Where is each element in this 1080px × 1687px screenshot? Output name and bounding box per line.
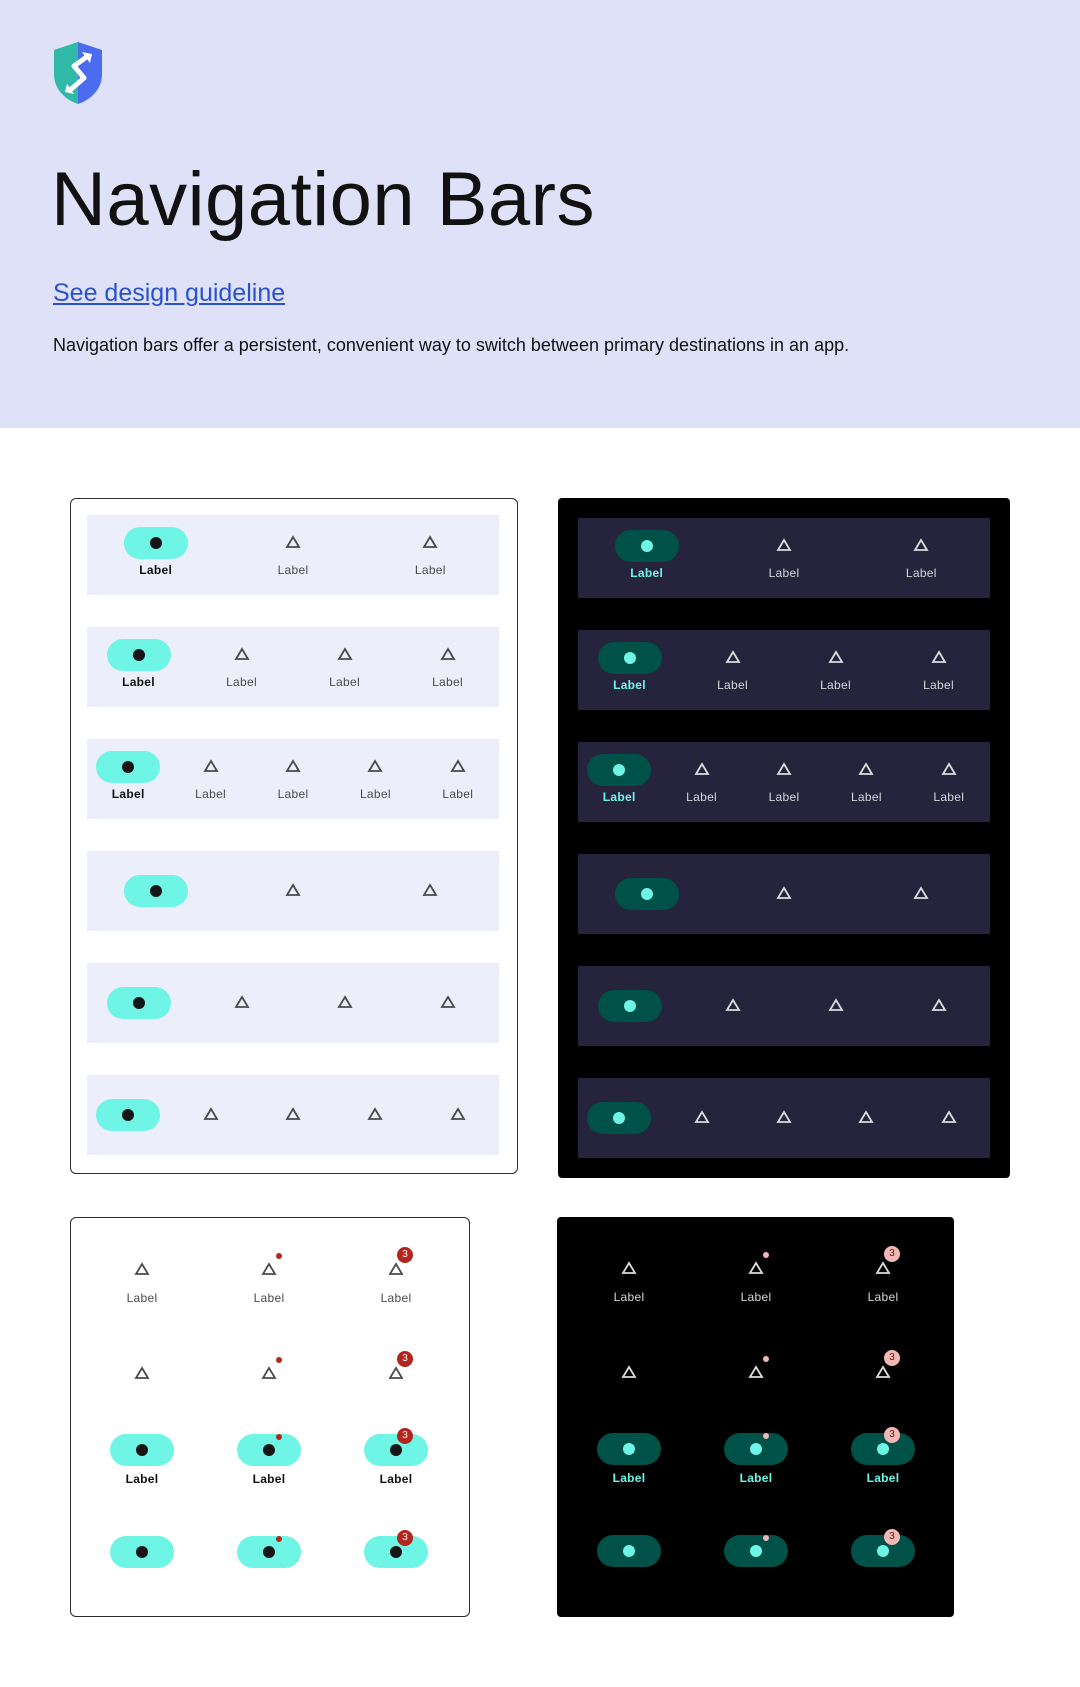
nav-item-label: Label [905, 566, 937, 580]
small-badge [276, 1253, 282, 1259]
dark-badges-panel [557, 1217, 954, 1617]
triangle-outline-icon [749, 1366, 763, 1378]
nav-item-label: Label [277, 563, 309, 577]
triangle-outline-icon [368, 760, 382, 772]
navigation-bar [87, 963, 499, 1043]
nav-item-label: Label [923, 678, 954, 692]
filled-dot-icon [263, 1546, 275, 1558]
small-badge [276, 1536, 282, 1542]
nav-item-label: Label [613, 1290, 645, 1304]
nav-item-label: Label [933, 790, 965, 804]
triangle-outline-icon [622, 1262, 636, 1274]
count-badge: 3 [884, 1246, 900, 1262]
triangle-outline-icon [622, 1366, 636, 1378]
count-badge: 3 [397, 1530, 413, 1546]
filled-dot-icon [390, 1444, 402, 1456]
triangle-outline-icon [859, 1111, 873, 1123]
triangle-outline-icon [695, 1111, 709, 1123]
filled-dot-icon [750, 1443, 762, 1455]
triangle-outline-icon [286, 760, 300, 772]
triangle-outline-icon [932, 999, 946, 1011]
triangle-outline-icon [389, 1367, 403, 1379]
nav-item-label: Label [612, 1471, 646, 1485]
nav-item-label: Label [125, 1472, 159, 1486]
nav-item-label: Label [329, 675, 360, 689]
triangle-outline-icon [389, 1263, 403, 1275]
small-badge [763, 1535, 769, 1541]
triangle-outline-icon [235, 996, 249, 1008]
filled-dot-icon [150, 885, 162, 897]
nav-item-label: Label [414, 563, 446, 577]
triangle-outline-icon [942, 1111, 956, 1123]
triangle-outline-icon [451, 1108, 465, 1120]
nav-item-label: Label [768, 790, 800, 804]
triangle-outline-icon [286, 1108, 300, 1120]
filled-dot-icon [150, 537, 162, 549]
triangle-outline-icon [286, 536, 300, 548]
count-badge: 3 [884, 1427, 900, 1443]
nav-item-label: Label [379, 1472, 413, 1486]
navigation-bar [578, 742, 990, 822]
triangle-outline-icon [777, 887, 791, 899]
page-title: Navigation Bars [51, 157, 595, 242]
filled-dot-icon [263, 1444, 275, 1456]
triangle-outline-icon [695, 763, 709, 775]
small-badge [276, 1434, 282, 1440]
triangle-outline-icon [135, 1367, 149, 1379]
triangle-outline-icon [829, 999, 843, 1011]
filled-dot-icon [877, 1443, 889, 1455]
triangle-outline-icon [338, 648, 352, 660]
triangle-outline-icon [914, 539, 928, 551]
nav-item-label: Label [613, 678, 646, 692]
nav-item-label: Label [432, 675, 463, 689]
nav-item-label: Label [126, 1291, 158, 1305]
page-description: Navigation bars offer a persistent, convenient way to switch between primary destinations in an app. [53, 335, 850, 355]
triangle-outline-icon [777, 763, 791, 775]
filled-dot-icon [390, 1546, 402, 1558]
small-badge [276, 1357, 282, 1363]
nav-item-label: Label [277, 787, 309, 801]
filled-dot-icon [624, 652, 636, 664]
triangle-outline-icon [423, 536, 437, 548]
triangle-outline-icon [135, 1263, 149, 1275]
filled-dot-icon [750, 1545, 762, 1557]
filled-dot-icon [877, 1545, 889, 1557]
navigation-bar [578, 854, 990, 934]
filled-dot-icon [641, 888, 653, 900]
filled-dot-icon [624, 1000, 636, 1012]
triangle-outline-icon [876, 1262, 890, 1274]
count-badge: 3 [884, 1350, 900, 1366]
count-badge: 3 [397, 1428, 413, 1444]
triangle-outline-icon [204, 760, 218, 772]
triangle-outline-icon [932, 651, 946, 663]
triangle-outline-icon [262, 1367, 276, 1379]
nav-item-label: Label [850, 790, 882, 804]
nav-item-label: Label [867, 1290, 899, 1304]
triangle-outline-icon [749, 1262, 763, 1274]
light-navigation-bars-panel [70, 498, 518, 1174]
navigation-bar [87, 515, 499, 595]
triangle-outline-icon [338, 996, 352, 1008]
nav-item-label: Label [195, 787, 227, 801]
small-badge [763, 1433, 769, 1439]
count-badge: 3 [884, 1529, 900, 1545]
navigation-bar [578, 1078, 990, 1158]
triangle-outline-icon [777, 539, 791, 551]
nav-item-label: Label [442, 787, 474, 801]
nav-item-label: Label [686, 790, 718, 804]
filled-dot-icon [136, 1444, 148, 1456]
nav-item-label: Label [739, 1471, 773, 1485]
triangle-outline-icon [262, 1263, 276, 1275]
navigation-bar [578, 966, 990, 1046]
triangle-outline-icon [777, 1111, 791, 1123]
navigation-bar [578, 630, 990, 710]
filled-dot-icon [136, 1546, 148, 1558]
triangle-outline-icon [204, 1108, 218, 1120]
triangle-outline-icon [286, 884, 300, 896]
design-guideline-link[interactable]: See design guideline [53, 279, 286, 307]
count-badge: 3 [397, 1247, 413, 1263]
nav-item-label: Label [768, 566, 800, 580]
nav-item-label: Label [226, 675, 257, 689]
nav-item-label: Label [122, 675, 155, 689]
navigation-bar [87, 1075, 499, 1155]
filled-dot-icon [641, 540, 653, 552]
triangle-outline-icon [726, 651, 740, 663]
filled-dot-icon [623, 1443, 635, 1455]
nav-item-label: Label [111, 787, 145, 801]
small-badge [763, 1252, 769, 1258]
nav-item-label: Label [253, 1291, 285, 1305]
nav-item-label: Label [359, 787, 391, 801]
triangle-outline-icon [829, 651, 843, 663]
navigation-bar [87, 627, 499, 707]
nav-item-label: Label [717, 678, 748, 692]
triangle-outline-icon [441, 648, 455, 660]
nav-item-label: Label [139, 563, 173, 577]
triangle-outline-icon [441, 996, 455, 1008]
triangle-outline-icon [726, 999, 740, 1011]
triangle-outline-icon [876, 1366, 890, 1378]
nav-item-label: Label [252, 1472, 286, 1486]
nav-item-label: Label [740, 1290, 772, 1304]
triangle-outline-icon [451, 760, 465, 772]
nav-item-label: Label [380, 1291, 412, 1305]
triangle-outline-icon [859, 763, 873, 775]
triangle-outline-icon [368, 1108, 382, 1120]
triangle-outline-icon [942, 763, 956, 775]
count-badge: 3 [397, 1351, 413, 1367]
navigation-bar [87, 851, 499, 931]
nav-item-label: Label [602, 790, 636, 804]
nav-item-label: Label [866, 1471, 900, 1485]
shield-logo-icon [52, 40, 104, 106]
filled-dot-icon [133, 649, 145, 661]
navigation-bar [578, 518, 990, 598]
triangle-outline-icon [914, 887, 928, 899]
navigation-bar [87, 739, 499, 819]
dark-navigation-bars-panel [558, 498, 1010, 1178]
nav-item-label: Label [630, 566, 664, 580]
triangle-outline-icon [423, 884, 437, 896]
small-badge [763, 1356, 769, 1362]
filled-dot-icon [133, 997, 145, 1009]
filled-dot-icon [623, 1545, 635, 1557]
nav-item-label: Label [820, 678, 851, 692]
header-section [0, 0, 1080, 428]
triangle-outline-icon [235, 648, 249, 660]
light-badges-panel [70, 1217, 470, 1617]
